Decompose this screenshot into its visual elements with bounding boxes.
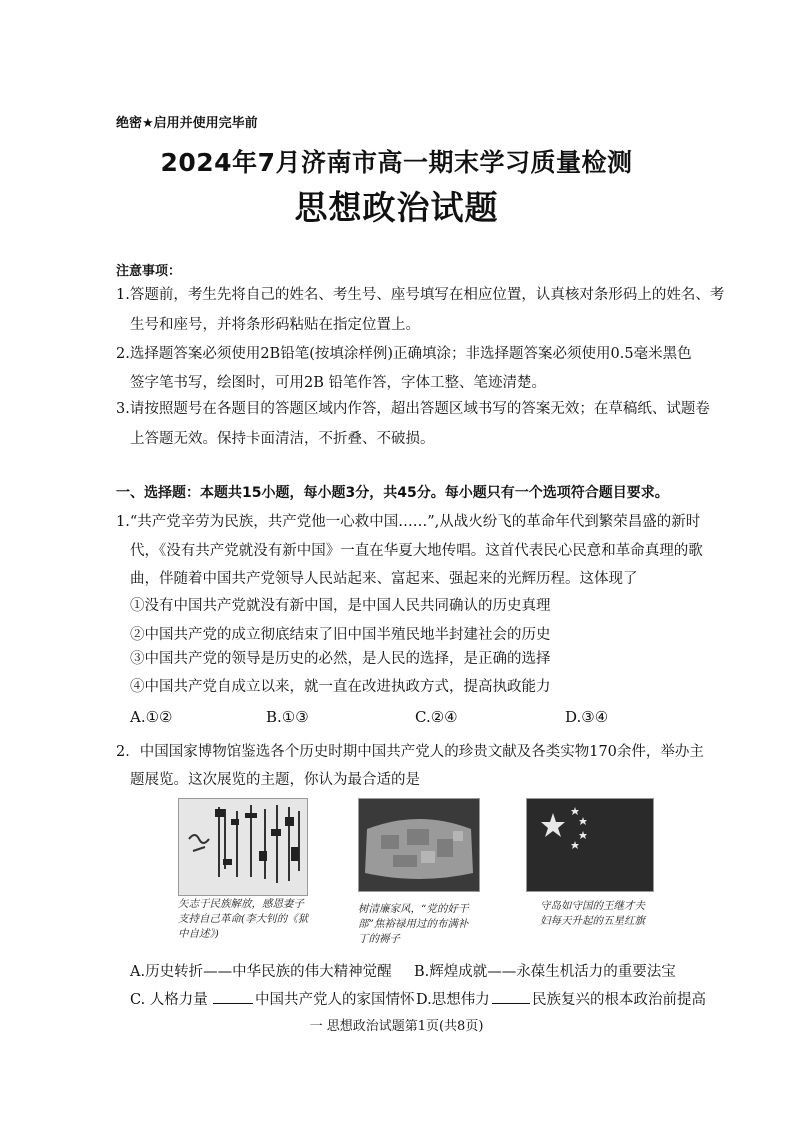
exam-title: 2024年7月济南市高一期末学习质量检测	[160, 148, 633, 177]
q2-option-c-label: C. 人格力量	[130, 992, 208, 1008]
q2-option-c-text: 中国共产党人的家国情怀	[255, 992, 415, 1008]
manuscript-caption: 矢志于民族解放，感恩妻子支持自己革命(李大钊的《狱中自述》)	[178, 898, 309, 940]
q1-stem-line: 代，《没有共产党就没有新中国》一直在华夏大地传唱。这首代表民心民意和革命真理的歌	[130, 543, 703, 559]
flag-caption: 守岛如守国的王继才夫妇每天升起的五星红旗	[540, 900, 645, 927]
q1-statement: ④中国共产党自成立以来，就一直在改进执政方式，提高执政能力	[130, 679, 551, 695]
q1-option-d: D.③④	[565, 708, 609, 726]
section-heading: 一、选择题：本题共15小题，每小题3分，共45分。每小题只有一个选项符合题目要求。	[116, 485, 669, 501]
manuscript-photo	[178, 798, 308, 896]
secret-mark: 绝密★启用并使用完毕前	[116, 116, 258, 131]
notice-line: 1.答题前，考生先将自己的姓名、考生号、座号填写在相应位置，认真核对条形码上的姓名、考	[116, 287, 725, 303]
notice-line: 上答题无效。保持卡面清洁，不折叠、不破损。	[130, 431, 435, 447]
q2-option-d-text: 民族复兴的根本政治前提高	[532, 992, 706, 1008]
q1-option-c: C.②④	[415, 708, 458, 726]
quilt-photo	[358, 798, 480, 892]
q1-statement: ①没有中国共产党就没有新中国，是中国人民共同确认的历史真理	[130, 598, 551, 614]
q2-option-a: A.历史转折——中华民族的伟大精神觉醒	[130, 964, 392, 980]
notice-line: 3.请按照题号在各题目的答题区域内作答，超出答题区域书写的答案无效；在草稿纸、试题卷	[116, 401, 710, 417]
q1-option-b: B.①③	[266, 708, 309, 726]
q1-stem-line: 曲，伴随着中国共产党领导人民站起来、富起来、强起来的光辉历程。这体现了	[130, 571, 638, 587]
q2-option-d-label: D.思想伟力	[416, 992, 490, 1008]
flag-photo	[526, 798, 654, 892]
q2-stem-line: 2．中国国家博物馆鉴选各个历史时期中国共产党人的珍贵文献及各类实物170余件，举办主	[116, 744, 704, 760]
q2-stem-line: 题展览。这次展览的主题，你认为最合适的是	[130, 772, 420, 788]
notice-line: 生号和座号，并将条形码粘贴在指定位置上。	[130, 317, 420, 333]
q2-option-b: B.辉煌成就——永葆生机活力的重要法宝	[414, 964, 676, 980]
subject-title: 思想政治试题	[294, 188, 499, 227]
notice-line: 签字笔书写，绘图时，可用2B 铅笔作答，字体工整、笔迹清楚。	[130, 375, 546, 391]
blank-line	[492, 1003, 530, 1004]
notice-heading: 注意事项：	[116, 264, 182, 279]
notice-line: 2.选择题答案必须使用2B铅笔(按填涂样例)正确填涂；非选择题答案必须使用0.5毫米黑色	[116, 346, 692, 362]
blank-line	[213, 1003, 253, 1004]
q1-statement: ③中国共产党的领导是历史的必然，是人民的选择，是正确的选择	[130, 651, 551, 667]
q1-statement: ②中国共产党的成立彻底结束了旧中国半殖民地半封建社会的历史	[130, 627, 551, 643]
page-footer: 一 思想政治试题第1页(共8页)	[309, 1019, 484, 1034]
q1-stem-line: 1.“共产党辛劳为民族，共产党他一心救中国……”,从战火纷飞的革命年代到繁荣昌盛的新时	[116, 514, 701, 530]
quilt-caption: 树清廉家风，“党的好干部”焦裕禄用过的布满补丁的褥子	[358, 903, 469, 945]
q1-option-a: A.①②	[130, 708, 173, 726]
